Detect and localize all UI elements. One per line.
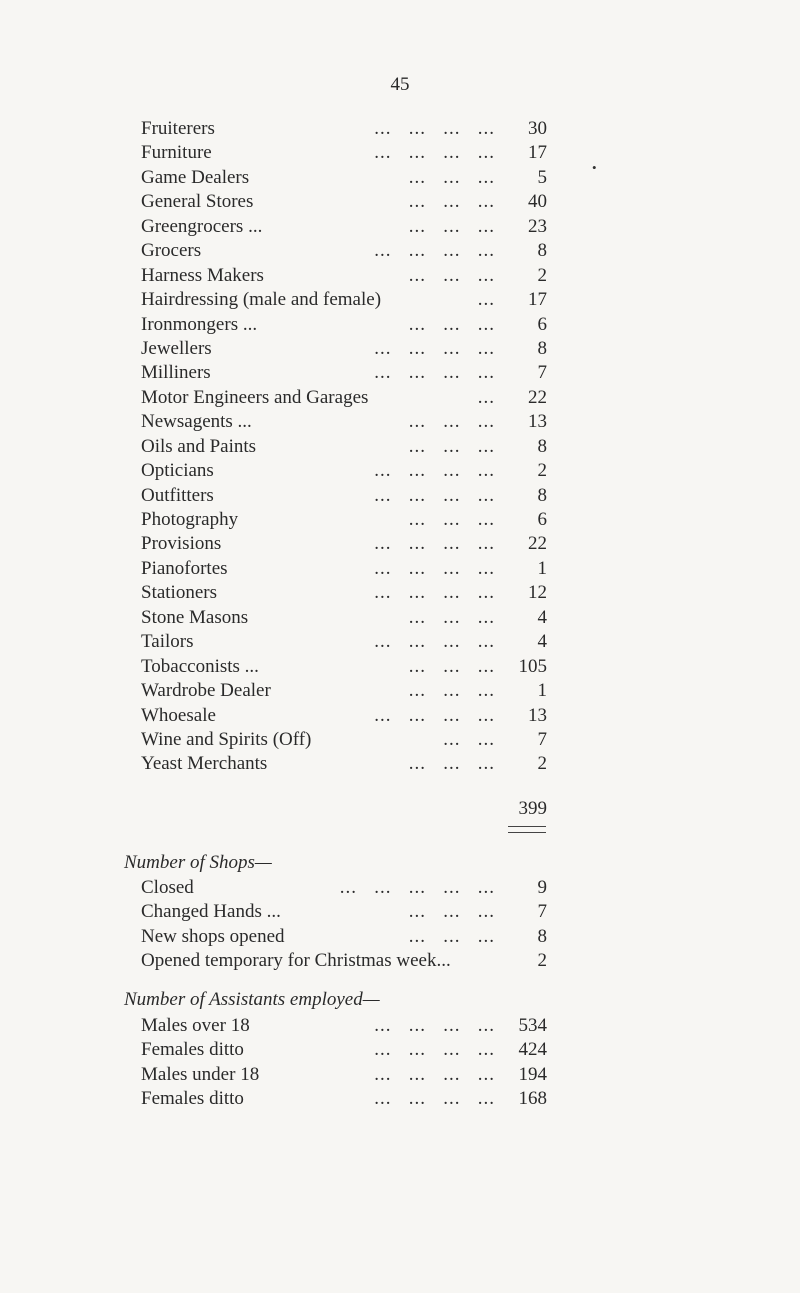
row-value: 4 bbox=[537, 606, 547, 628]
row-value: 1 bbox=[537, 557, 547, 579]
table-row bbox=[141, 949, 547, 973]
table-row bbox=[141, 288, 547, 312]
row-value: 7 bbox=[537, 728, 547, 750]
table-row bbox=[141, 264, 547, 288]
leader-dots: ... ... ... bbox=[408, 655, 495, 677]
row-label: Females ditto bbox=[141, 1088, 244, 1110]
leader-dots: ... ... ... ... bbox=[374, 337, 495, 359]
row-label: Stone Masons bbox=[141, 606, 249, 628]
table-row bbox=[141, 606, 547, 630]
leader-dots: ... ... ... ... bbox=[374, 1088, 495, 1110]
leader-dots: ... ... ... bbox=[408, 215, 495, 237]
leader-dots: ... ... ... ... bbox=[374, 557, 495, 579]
row-value: 13 bbox=[528, 704, 547, 726]
leader-dots: ... ... ... ... bbox=[374, 118, 495, 139]
row-label: Wardrobe Dealer bbox=[141, 680, 271, 702]
row-label: Outfitters bbox=[141, 484, 214, 506]
leader-dots: ... ... ... ... bbox=[374, 460, 495, 482]
leader-dots: ... ... ... ... bbox=[374, 1063, 495, 1085]
row-value: 7 bbox=[537, 362, 547, 384]
leader-dots: ... ... ... bbox=[408, 411, 495, 433]
row-value: 194 bbox=[518, 1063, 547, 1085]
leader-dots: ... ... ... bbox=[408, 901, 495, 923]
row-label: Milliners bbox=[141, 362, 211, 384]
leader-dots: ... ... ... bbox=[408, 313, 495, 335]
table-row bbox=[141, 752, 547, 776]
leader-dots: ... ... ... ... ... bbox=[339, 877, 495, 898]
leader-dots: ... bbox=[477, 386, 495, 408]
row-label: Furniture bbox=[141, 142, 212, 164]
leader-dots: ... ... ... bbox=[408, 166, 495, 188]
table-row bbox=[141, 313, 547, 337]
leader-dots: ... ... ... ... bbox=[374, 240, 495, 262]
row-label: Wine and Spirits (Off) bbox=[141, 728, 312, 750]
row-value: 6 bbox=[537, 509, 547, 530]
leader-dots: ... ... ... bbox=[408, 753, 495, 775]
leader-dots: ... ... ... ... bbox=[374, 1039, 495, 1061]
leader-dots: ... ... ... ... bbox=[374, 533, 495, 555]
row-value: 8 bbox=[537, 240, 547, 262]
row-label: Males over 18 bbox=[141, 1015, 250, 1036]
table-row bbox=[141, 215, 547, 239]
leader-dots: ... ... ... ... bbox=[374, 704, 495, 726]
row-value: 4 bbox=[537, 631, 547, 653]
leader-dots: ... ... ... bbox=[408, 264, 495, 286]
row-label: Game Dealers bbox=[141, 166, 250, 188]
row-value: 2 bbox=[537, 264, 547, 286]
leader-dots: ... ... ... bbox=[408, 680, 495, 702]
table-row bbox=[141, 239, 547, 263]
row-label: Tailors bbox=[141, 631, 194, 653]
row-value: 8 bbox=[537, 925, 547, 947]
table-row bbox=[141, 361, 547, 385]
table-row bbox=[141, 484, 547, 508]
row-label: Closed bbox=[141, 877, 194, 898]
row-value: 30 bbox=[528, 118, 547, 139]
leader-dots: ... ... ... ... bbox=[374, 631, 495, 653]
table-row bbox=[141, 704, 547, 728]
row-value: 40 bbox=[528, 191, 547, 213]
number-of-shops-list bbox=[141, 876, 547, 974]
table-row bbox=[141, 1087, 547, 1111]
total-double-rule bbox=[508, 826, 546, 833]
table-row bbox=[141, 190, 547, 214]
row-value: 8 bbox=[537, 435, 547, 457]
table-row bbox=[141, 655, 547, 679]
row-value: 22 bbox=[528, 386, 547, 408]
table-row bbox=[141, 532, 547, 556]
row-label: Newsagents ... bbox=[141, 411, 252, 433]
table-row bbox=[141, 1038, 547, 1062]
page-number: 45 bbox=[390, 74, 410, 95]
row-label: Fruiterers bbox=[141, 118, 215, 139]
row-value: 17 bbox=[528, 142, 547, 164]
stray-mark: • bbox=[592, 160, 597, 175]
row-label: Changed Hands ... bbox=[141, 901, 281, 923]
row-value: 2 bbox=[537, 460, 547, 482]
row-value: 17 bbox=[528, 289, 547, 311]
table-row bbox=[141, 508, 547, 532]
row-value: 8 bbox=[537, 337, 547, 359]
table-row bbox=[141, 435, 547, 459]
table-row bbox=[141, 141, 547, 165]
row-value: 9 bbox=[537, 877, 547, 898]
row-label: Greengrocers ... bbox=[141, 215, 263, 237]
row-label: Pianofortes bbox=[141, 557, 228, 579]
leader-dots: ... ... ... ... bbox=[374, 582, 495, 604]
leader-dots: ... ... ... bbox=[408, 191, 495, 213]
leader-dots: ... ... ... bbox=[408, 435, 495, 457]
row-label: Photography bbox=[141, 509, 239, 530]
table-row bbox=[141, 117, 547, 141]
row-label: General Stores bbox=[141, 191, 254, 213]
table-row bbox=[141, 925, 547, 949]
table-row bbox=[141, 1063, 547, 1087]
row-value: 1 bbox=[537, 680, 547, 702]
shop-types-list bbox=[141, 117, 547, 777]
row-value: 168 bbox=[518, 1088, 547, 1110]
leader-dots: ... ... ... ... bbox=[374, 1015, 495, 1036]
row-label: Yeast Merchants bbox=[141, 753, 268, 775]
row-label: Whoesale bbox=[141, 704, 216, 726]
shop-types-total: 399 bbox=[518, 798, 547, 819]
table-row bbox=[141, 679, 547, 703]
leader-dots: ... ... ... bbox=[408, 925, 495, 947]
table-row bbox=[141, 337, 547, 361]
row-label: Hairdressing (male and female) bbox=[141, 289, 382, 311]
table-row bbox=[141, 459, 547, 483]
leader-dots: ... ... ... ... bbox=[374, 362, 495, 384]
row-value: 8 bbox=[537, 484, 547, 506]
table-row bbox=[141, 581, 547, 605]
row-value: 5 bbox=[537, 166, 547, 188]
table-row bbox=[141, 557, 547, 581]
row-value: 6 bbox=[537, 313, 547, 335]
leader-dots: ... ... bbox=[443, 728, 495, 750]
row-value: 424 bbox=[518, 1039, 547, 1061]
row-value: 12 bbox=[528, 582, 547, 604]
row-label: Provisions bbox=[141, 533, 222, 555]
row-label: Grocers bbox=[141, 240, 202, 262]
row-label: New shops opened bbox=[141, 925, 285, 947]
row-value: 2 bbox=[537, 950, 547, 972]
row-value: 13 bbox=[528, 411, 547, 433]
row-label: Motor Engineers and Garages bbox=[141, 386, 369, 408]
row-label: Opened temporary for Christmas week... bbox=[141, 950, 451, 972]
row-value: 105 bbox=[518, 655, 547, 677]
leader-dots: ... ... ... ... bbox=[374, 142, 495, 164]
row-label: Tobacconists ... bbox=[141, 655, 259, 677]
row-value: 534 bbox=[518, 1015, 547, 1036]
leader-dots: ... bbox=[477, 289, 495, 311]
row-label: Females ditto bbox=[141, 1039, 244, 1061]
row-value: 23 bbox=[528, 215, 547, 237]
table-row bbox=[141, 1014, 547, 1038]
number-of-assistants-list bbox=[141, 1014, 547, 1112]
row-value: 2 bbox=[537, 753, 547, 775]
row-label: Harness Makers bbox=[141, 264, 264, 286]
table-row bbox=[141, 900, 547, 924]
row-label: Ironmongers ... bbox=[141, 313, 258, 335]
row-label: Opticians bbox=[141, 460, 214, 482]
table-row bbox=[141, 630, 547, 654]
leader-dots: ... ... ... bbox=[408, 509, 495, 530]
row-value: 7 bbox=[537, 901, 547, 923]
table-row bbox=[141, 876, 547, 900]
leader-dots: ... ... ... bbox=[408, 606, 495, 628]
table-row bbox=[141, 166, 547, 190]
row-label: Oils and Paints bbox=[141, 435, 257, 457]
table-row bbox=[141, 410, 547, 434]
table-row bbox=[141, 728, 547, 752]
table-row bbox=[141, 386, 547, 410]
row-label: Stationers bbox=[141, 582, 217, 604]
number-of-shops-heading: Number of Shops— bbox=[124, 852, 272, 873]
row-label: Jewellers bbox=[141, 337, 212, 359]
number-of-assistants-heading: Number of Assistants employed— bbox=[124, 989, 380, 1010]
row-value: 22 bbox=[528, 533, 547, 555]
row-label: Males under 18 bbox=[141, 1063, 260, 1085]
leader-dots: ... ... ... ... bbox=[374, 484, 495, 506]
